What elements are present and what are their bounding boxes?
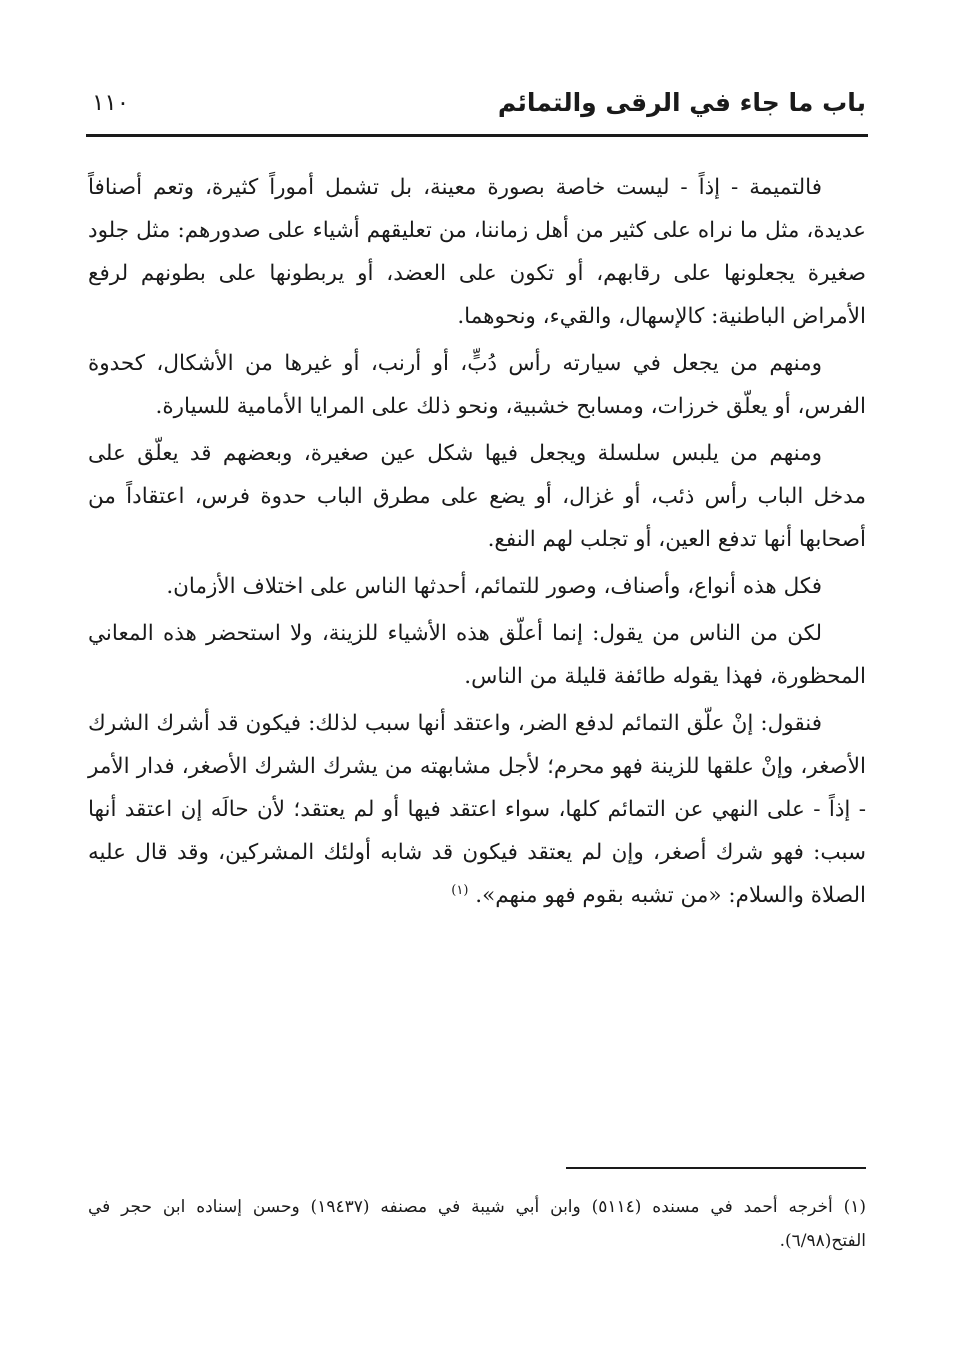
- footnote: (١) أخرجه أحمد في مسنده (٥١١٤) وابن أبي شيبة في مصنفه (١٩٤٣٧) وحسن إسناده ابن حجر في الفتح(٦/٩٨).: [88, 1197, 866, 1251]
- header-rule: [86, 134, 868, 137]
- paragraph: فكل هذه أنواع، وأصناف، وصور للتمائم، أحدثها الناس على اختلاف الأزمان.: [166, 574, 822, 599]
- running-title: باب ما جاء في الرقى والتمائم: [497, 88, 866, 117]
- footnote-rule: [566, 1167, 866, 1169]
- paragraph-last: [88, 702, 866, 917]
- page-number: ١١٠: [92, 90, 130, 116]
- paragraph: ومنهم من يلبس سلسلة ويجعل فيها شكل عين صغيرة، وبعضهم قد يعلّق على مدخل الباب رأس ذئب، أو غزال، أو يضع على مطرق الباب حدوة فرس، اعتقاداً من أصحابها أنها تدفع العين، أو تجلب لهم النفع.: [88, 441, 866, 552]
- footnotes: [88, 1190, 866, 1258]
- footnote-reference: (١): [451, 882, 469, 898]
- paragraph-text: فنقول: إنْ علّق التمائم لدفع الضر، واعتقد أنها سبب لذلك: فيكون قد أشرك الشرك الأصغر، وإنْ علقها للزينة فهو محرم؛ لأجل مشابهته من يشرك الشرك الأصغر، فدار الأمر - إذاً - على النهي عن التمائم كلها، سواء اعتقد فيها أو لم يعتقد؛ لأن حالَه إن اعتقد أنها سبب: فهو شرك أصغر، وإن لم يعتقد فيكون قد شابه أولئك المشركين، وقد قال عليه الصلاة والسلام: «من تشبه بقوم فهو منهم».: [88, 711, 866, 908]
- paragraph: لكن من الناس من يقول: إنما أعلّق هذه الأشياء للزينة، ولا استحضر هذه المعاني المحظورة، فهذا يقوله طائفة قليلة من الناس.: [88, 621, 866, 689]
- page-header: [88, 86, 866, 130]
- body-text: [88, 166, 866, 917]
- paragraph: ومنهم من يجعل في سيارته رأس دُبٍّ، أو أرنب، أو غيرها من الأشكال، كحدوة الفرس، أو يعلّق خرزات، ومسابح خشبية، ونحو ذلك على المرايا الأمامية للسيارة.: [88, 351, 866, 419]
- paragraph: فالتميمة - إذاً - ليست خاصة بصورة معينة، بل تشمل أموراً كثيرة، وتعم أصنافاً عديدة، مثل ما نراه على كثير من أهل زماننا، من تعليقهم أشياء على صدورهم: مثل جلود صغيرة يجعلونها على رقابهم، أو تكون على العضد، أو يربطونها على بطونهم لرفع الأمراض الباطنية: كالإسهال، والقيء، ونحوهما.: [88, 175, 866, 329]
